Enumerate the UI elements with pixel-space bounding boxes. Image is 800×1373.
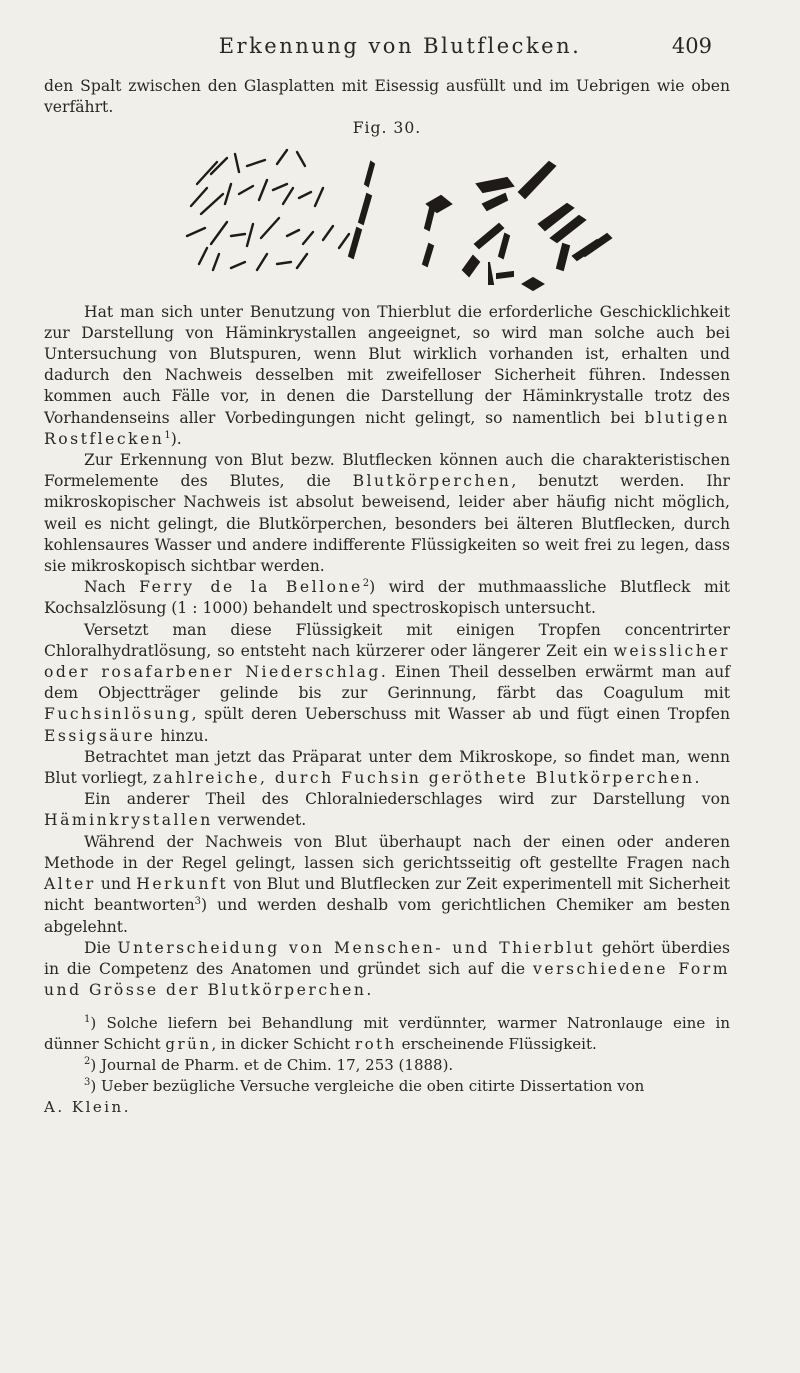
paragraph-microscope <box>44 747 730 789</box>
text-run: verwendet. <box>212 811 307 830</box>
left-crystal-cluster <box>187 150 349 270</box>
footnote-number: 1 <box>84 1014 91 1026</box>
emphasis: Unterscheidung von Menschen- und Thierblut <box>117 938 596 957</box>
text-run: . <box>366 981 372 1000</box>
emphasis: blutigen Rostflecken <box>44 408 730 448</box>
emphasis: roth <box>354 1035 397 1054</box>
text-run: , benutzt werden. Ihr mikroskopischer Nachweis ist absolut beweisend, leider aber häufig nicht möglich, weil es nicht gelingt, die Blutkörperchen, besonders bei älteren Blutflecken, durch kohlensaures Wasser und andere indifferente Flüssigkeiten so weit frei zu legen, dass sie mikroskopisch sichtbar werden. <box>44 472 730 576</box>
footnote-3 <box>44 1076 730 1097</box>
footnote-number: 3 <box>84 1077 91 1089</box>
footnote-marker: 3 <box>194 896 202 908</box>
footnote-1 <box>44 1013 730 1055</box>
emphasis: A. Klein. <box>44 1098 131 1117</box>
paragraph-haemin <box>44 302 730 450</box>
emphasis: Herkunft <box>136 875 229 894</box>
text-run: Ein anderer Theil des Chloralniederschlages wird zur Darstellung von <box>84 790 730 809</box>
emphasis: Ferry de la Bellone <box>139 578 363 597</box>
emphasis: zahlreiche, durch Fuchsin geröthete Blutkörperchen <box>152 769 695 788</box>
text-run: , in dicker Schicht <box>211 1035 355 1054</box>
paragraph-ferry <box>44 577 730 619</box>
text-run: , spült deren Ueberschuss mit Wasser ab und fügt einen Tropfen <box>191 705 730 724</box>
emphasis: grün <box>165 1035 212 1054</box>
page-header <box>0 34 800 64</box>
text-run: ). <box>170 429 182 448</box>
footnote-number: 2 <box>84 1056 91 1068</box>
text-run: Betrachtet man jetzt das Präparat unter dem Mikroskope, so findet man, wenn Blut vorliegt, <box>44 747 730 788</box>
paragraph-chloral <box>44 620 730 747</box>
text-run: und <box>95 875 137 894</box>
text-run: erscheinende Flüssigkeit. <box>396 1035 597 1054</box>
emphasis: Essigsäure <box>44 726 156 745</box>
text-run: Zur Erkennung von Blut bezw. Blutflecken können auch die charakteristischen Formelemente des Blutes, die <box>44 451 730 491</box>
paragraph-age-origin <box>44 832 730 938</box>
figure-label: Fig. 30. <box>352 119 422 138</box>
text-run: Während der Nachweis von Blut überhaupt nach der einen oder anderen Methode in der Regel gelingt, lassen sich gerichtsseitig oft gestellte Fragen nach <box>44 832 730 872</box>
text-run: von Blut und Blutflecken zur Zeit experimentell mit Sicherheit nicht beantworten <box>44 875 730 915</box>
right-crystal-cluster <box>349 162 611 290</box>
paragraph-distinction <box>44 938 730 1002</box>
footnote-3-continued <box>44 1097 730 1118</box>
emphasis: weisslicher oder rosafarbener Niederschlag <box>44 641 730 682</box>
text-run: ) Solche liefern bei Behandlung mit verdünnter, warmer Natronlauge eine in dünner Schicht <box>44 1014 730 1054</box>
text-run: gehört überdies in die Competenz des Anatomen und gründet sich auf die <box>44 938 730 978</box>
blood-crystals-illustration <box>127 144 647 294</box>
paragraph-haemin-crystals <box>44 789 730 831</box>
emphasis: verschiedene Form und Grösse der Blutkörperchen <box>44 959 730 1000</box>
footnotes <box>44 1013 730 1118</box>
text-run: Die <box>84 938 118 957</box>
paragraph-blood-cells <box>44 450 730 577</box>
text-run: ) Ueber bezügliche Versuche vergleiche die oben citirte Dissertation von <box>90 1077 645 1096</box>
text-run: ) wird der muthmaassliche Blutfleck mit Kochsalzlösung (1 : 1000) behandelt und spectroskopisch untersucht. <box>44 578 730 618</box>
emphasis: Alter <box>44 875 96 894</box>
running-head: Erkennung von Blutflecken. <box>218 34 582 58</box>
text-run: Nach <box>84 578 140 597</box>
emphasis: Fuchsinlösung <box>44 705 192 724</box>
text-run: Hat man sich unter Benutzung von Thierblut die erforderliche Geschicklichkeit zur Darstellung von Häminkrystallen angeeignet, so wird man solche auch bei Untersuchung von Blutspuren, wenn Blut wirklich vorhanden ist, erhalten und dadurch den Nachweis desselben mit zweifelloser Sicherheit führen. Indessen kommen auch Fälle vor, in denen die Darstellung der Häminkrystalle trotz des Vorhandenseins aller Vorbedingungen nicht gelingt, so namentlich bei <box>44 302 730 427</box>
page-number: 409 <box>671 34 712 58</box>
text-run: Versetzt man diese Flüssigkeit mit einigen Tropfen concentrirter Chloralhydratlösung, so entsteht nach kürzerer oder längerer Zeit ein <box>44 620 730 660</box>
text-run: ) Journal de Pharm. et de Chim. 17, 253 (1888). <box>90 1056 454 1075</box>
footnote-marker: 1 <box>164 429 171 441</box>
intro-paragraph: den Spalt zwischen den Glasplatten mit Eisessig ausfüllt und im Uebrigen wie oben verfährt. <box>44 77 730 117</box>
text-run: ) und werden deshalb vom gerichtlichen Chemiker am besten abgelehnt. <box>44 896 730 936</box>
footnote-2 <box>44 1055 730 1076</box>
emphasis: Häminkrystallen <box>44 811 213 830</box>
text-run: . Einen Theil desselben erwärmt man auf dem Objectträger gelinde bis zur Gerinnung, färbt das Coagulum mit <box>44 663 730 703</box>
page-content <box>44 76 730 1118</box>
emphasis: Blutkörperchen <box>352 472 512 491</box>
text-run: . <box>694 769 700 788</box>
footnote-marker: 2 <box>362 578 370 590</box>
text-run: hinzu. <box>155 726 209 745</box>
